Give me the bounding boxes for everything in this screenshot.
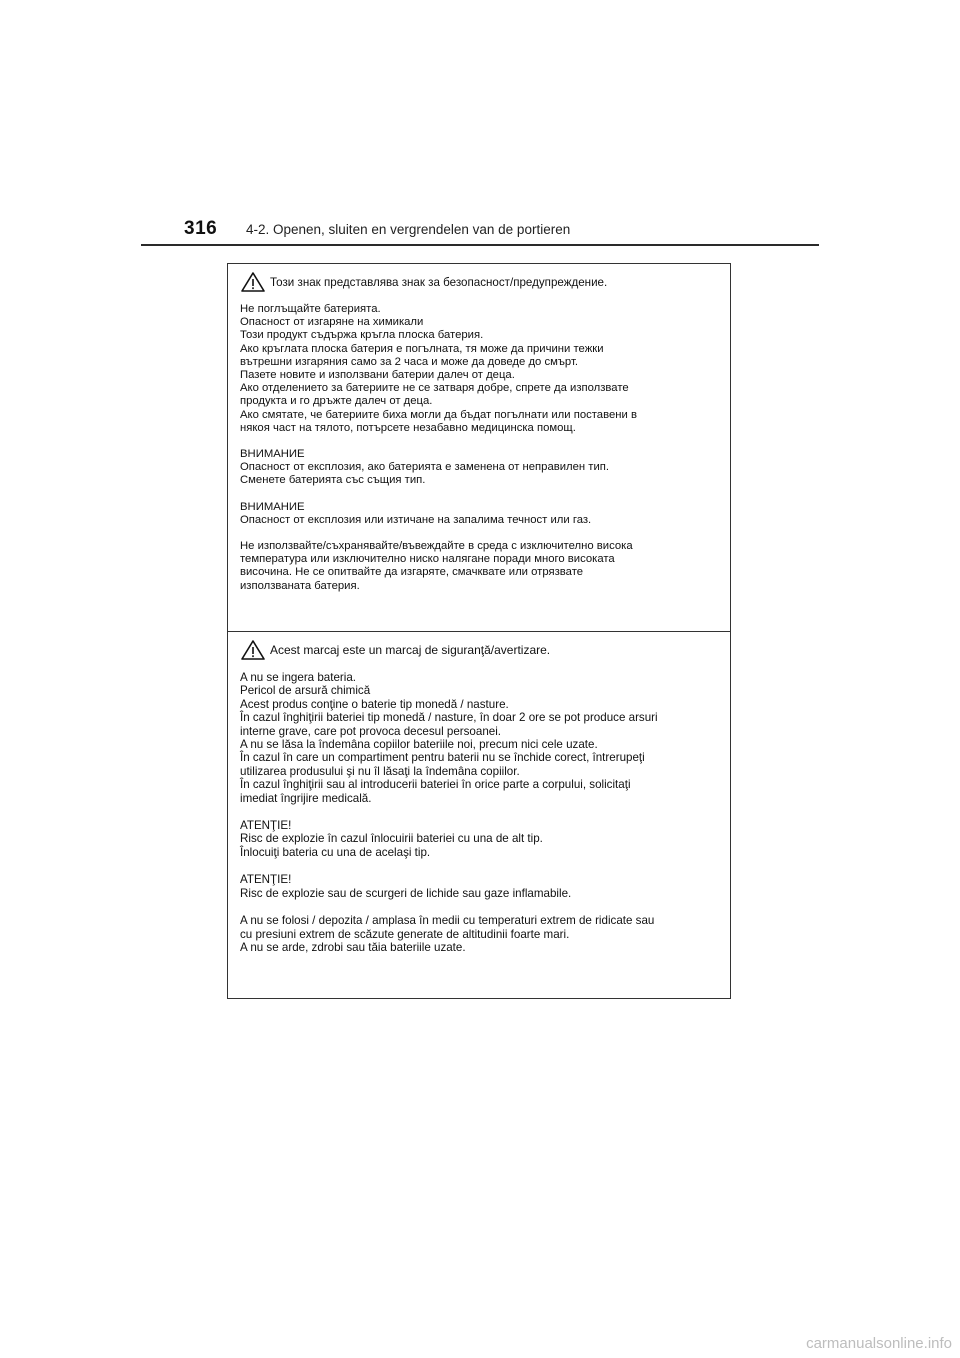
page-number: 316	[184, 218, 218, 239]
header-rule	[141, 244, 819, 246]
section-title: Acest marcaj este un marcaj de siguranţă/avertizare.	[270, 643, 551, 657]
text-line: Опасност от изгаряне на химикали	[240, 316, 424, 329]
text-line: A nu se folosi / depozita / amplasa în medii cu temperaturi extrem de ridicate sau	[240, 914, 655, 928]
warning-box	[227, 263, 731, 999]
text-line: продукта и го дръжте далеч от деца.	[240, 395, 433, 408]
section-title-row	[240, 272, 718, 292]
text-line: ATENŢIE!	[240, 819, 292, 833]
text-line: În cazul înghiţirii bateriei tip monedă / nasture, în doar 2 ore se pot produce arsuri	[240, 711, 658, 725]
blocks-container	[240, 671, 718, 954]
text-block	[240, 448, 718, 488]
text-line: Risc de explozie în cazul înlocuirii bateriei cu una de alt tip.	[240, 832, 543, 846]
text-line: Сменете батерията със същия тип.	[240, 474, 426, 487]
text-line: Този продукт съдържа кръгла плоска батерия.	[240, 329, 484, 342]
text-block	[240, 303, 718, 435]
text-line: Pericol de arsură chimică	[240, 684, 371, 698]
text-block	[240, 873, 718, 900]
text-line: În cazul înghiţirii sau al introducerii bateriei în orice parte a corpului, solicitaţi	[240, 778, 631, 792]
text-line: Acest produs conţine o baterie tip monedă / nasture.	[240, 697, 509, 711]
text-line: Ако отделението за батериите не се затваря добре, спрете да използвате	[240, 382, 629, 395]
section-title-row	[240, 640, 718, 660]
text-block	[240, 671, 718, 805]
text-line: interne grave, care pot provoca decesul persoanei.	[240, 724, 502, 738]
text-block	[240, 914, 718, 954]
text-block	[240, 819, 718, 859]
text-line: imediat îngrijire medicală.	[240, 791, 372, 805]
text-line: ВНИМАНИЕ	[240, 448, 305, 461]
text-line: Не поглъщайте батерията.	[240, 303, 381, 315]
text-line: În cazul în care un compartiment pentru baterii nu se închide corect, întrerupeţi	[240, 751, 645, 765]
text-line: някоя част на тялото, потърсете незабавно медицинска помощ.	[240, 421, 576, 434]
text-line: utilizarea produsului şi nu îl lăsaţi la îndemâna copiilor.	[240, 764, 520, 778]
text-line: Înlocuiţi bateria cu una de acelaşi tip.	[240, 845, 431, 859]
chapter-title: 4-2. Openen, sluiten en vergrendelen van de portieren	[246, 222, 571, 237]
warning-triangle-icon	[240, 271, 266, 293]
text-line: височина. Не се опитвайте да изгаряте, смачквате или отрязвате	[240, 566, 584, 579]
text-block	[240, 540, 718, 593]
text-line: Ако смятате, че батериите биха могли да бъдат погълнати или поставени в	[240, 408, 637, 421]
blocks-container	[240, 303, 718, 593]
text-line: A nu se ingera bateria.	[240, 671, 357, 684]
text-block	[240, 501, 718, 527]
text-line: вътрешни изгаряния само за 2 часа и може да доведе до смърт.	[240, 355, 579, 368]
warning-triangle-icon	[240, 639, 266, 661]
text-line: Risc de explozie sau de scurgeri de lichide sau gaze inflamabile.	[240, 886, 572, 900]
text-line: Пазете новите и използвани батерии далеч от деца.	[240, 369, 515, 382]
text-line: използваната батерия.	[240, 579, 360, 592]
text-line: cu presiuni extrem de scăzute generate de altitudinii foarte mari.	[240, 927, 570, 941]
romanian-section	[228, 632, 730, 998]
bulgarian-section	[228, 264, 730, 632]
text-line: Не използвайте/съхранявайте/въвеждайте в среда с изключително висока	[240, 540, 633, 553]
text-line: ATENŢIE!	[240, 873, 292, 887]
section-title: Този знак представлява знак за безопасност/предупреждение.	[270, 275, 608, 289]
text-line: ВНИМАНИЕ	[240, 500, 305, 513]
text-line: A nu se lăsa la îndemâna copiilor bateriile noi, precum nici cele uzate.	[240, 738, 598, 752]
text-line: Опасност от експлозия, ако батерията е заменена от неправилен тип.	[240, 461, 610, 474]
text-line: температура или изключително ниско налягане поради много високата	[240, 553, 615, 566]
text-line: A nu se arde, zdrobi sau tăia bateriile uzate.	[240, 940, 466, 954]
footer-watermark[interactable]: carmanualsonline.info	[806, 1335, 952, 1352]
text-line: Опасност от експлозия или изтичане на запалима течност или газ.	[240, 513, 592, 526]
text-line: Ако кръглата плоска батерия е погълната, тя може да причини тежки	[240, 342, 604, 355]
